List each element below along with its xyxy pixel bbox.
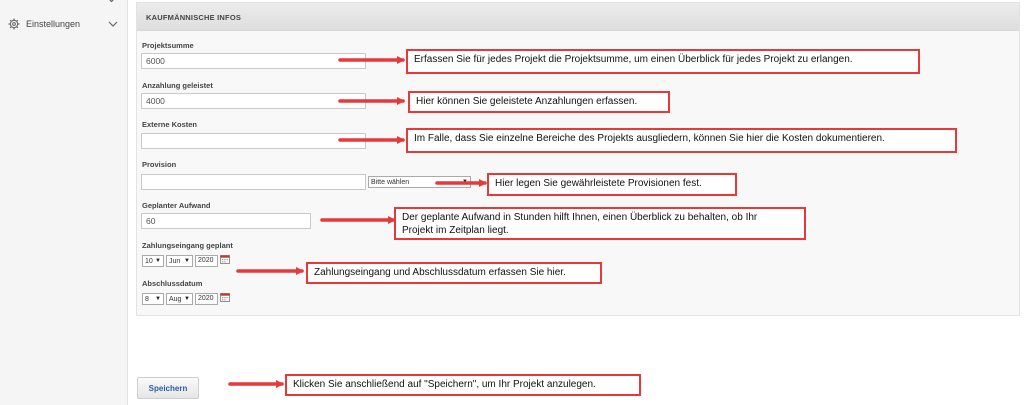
abschlussdatum-label: Abschlussdatum bbox=[142, 279, 203, 288]
day-value: 8 bbox=[145, 295, 149, 303]
callout-aufwand-line1: Der geplante Aufwand in Stunden hilft Ihnen, einen Überblick zu behalten, ob Ihr bbox=[402, 212, 758, 223]
chevron-down-icon: ▼ bbox=[184, 258, 190, 264]
callout-externe-kosten: Im Falle, dass Sie einzelne Bereiche des Projekts ausgliedern, können Sie hier die Kosten dokumentieren. bbox=[406, 128, 957, 153]
callout-daten: Zahlungseingang und Abschlussdatum erfassen Sie hier. bbox=[306, 262, 602, 284]
projektsumme-input[interactable]: 6000 bbox=[141, 53, 366, 69]
sidebar-item-label: Einstellungen bbox=[26, 19, 81, 29]
provision-label: Provision bbox=[142, 160, 177, 169]
provision-select-value: Bitte wählen bbox=[371, 178, 410, 186]
callout-anzahlung: Hier können Sie geleistete Anzahlungen erfassen. bbox=[408, 91, 670, 113]
save-button[interactable]: Speichern bbox=[137, 377, 199, 399]
aufwand-input[interactable]: 60 bbox=[141, 213, 311, 229]
callout-projektsumme: Erfassen Sie für jedes Projekt die Projektsumme, um einen Überblick für jedes Projekt zu erlangen. bbox=[406, 49, 920, 74]
panel-title: KAUFMÄNNISCHE INFOS bbox=[137, 3, 1019, 31]
chevron-down-icon: ▼ bbox=[155, 296, 161, 302]
chevron-down-icon: ▼ bbox=[462, 179, 468, 185]
callout-provision: Hier legen Sie gewährleistete Provisionen fest. bbox=[487, 173, 737, 196]
aufwand-label: Geplanter Aufwand bbox=[142, 201, 211, 210]
callout-aufwand bbox=[394, 207, 806, 240]
day-value: 10 bbox=[145, 257, 153, 265]
zahlungseingang-label: Zahlungseingang geplant bbox=[142, 241, 233, 250]
chevron-down-icon: ▼ bbox=[184, 296, 190, 302]
callout-speichern: Klicken Sie anschließend auf "Speichern", um Ihr Projekt anzulegen. bbox=[285, 374, 641, 396]
zahlungseingang-year-input[interactable]: 2020 bbox=[195, 255, 218, 267]
externe-kosten-label: Externe Kosten bbox=[142, 120, 198, 129]
month-value: Aug bbox=[169, 295, 182, 303]
month-value: Jun bbox=[169, 257, 181, 265]
abschlussdatum-year-input[interactable]: 2020 bbox=[195, 293, 218, 305]
anzahlung-label: Anzahlung geleistet bbox=[142, 81, 213, 90]
callout-aufwand-line2: Projekt im Zeitplan liegt. bbox=[402, 224, 509, 236]
chevron-down-icon: ▼ bbox=[155, 258, 161, 264]
anzahlung-input[interactable]: 4000 bbox=[141, 93, 366, 109]
projektsumme-label: Projektsumme bbox=[142, 41, 194, 50]
